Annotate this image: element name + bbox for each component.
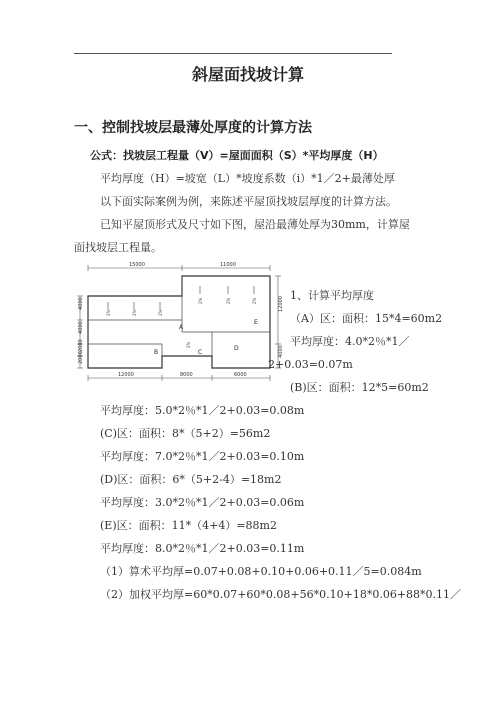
zone-d-area: (D)区：面积：6*（5+2-4）=18m2 bbox=[100, 473, 282, 486]
weighted-average: （2）加权平均厚=60*0.07+60*0.08+56*0.10+18*0.06+88*0.11／ bbox=[100, 588, 462, 601]
zone-label-e: E bbox=[254, 319, 258, 326]
zone-e-area: (E)区：面积：11*（4+4）=88m2 bbox=[100, 519, 277, 532]
dim-left-1: 4000 bbox=[78, 297, 84, 310]
zone-b-area: (B)区：面积：12*5=60m2 bbox=[290, 381, 429, 394]
top-rule bbox=[74, 53, 392, 54]
slope-mark: 2% bbox=[198, 297, 203, 304]
problem-text-2: 面找坡层工程量。 bbox=[74, 241, 162, 254]
zone-label-b: B bbox=[154, 349, 159, 356]
zone-label-d: D bbox=[234, 345, 239, 352]
arithmetic-average: （1）算术平均厚=0.07+0.08+0.10+0.06+0.11／5=0.084m bbox=[100, 565, 422, 578]
page-title: 斜屋面找坡计算 bbox=[191, 65, 304, 84]
zone-label-c: C bbox=[198, 349, 203, 356]
formula-line: 公式：找坡层工程量（V）=屋面面积（S）*平均厚度（H） bbox=[90, 149, 384, 162]
slope-mark: 2% bbox=[106, 309, 111, 316]
zone-a-thickness-2: 2+0.03=0.07m bbox=[268, 358, 353, 371]
slope-mark: 2% bbox=[132, 309, 137, 316]
section-heading: 一、控制找坡层最薄处厚度的计算方法 bbox=[74, 120, 312, 136]
zone-c-area: (C)区：面积：8*（5+2）=56m2 bbox=[100, 427, 271, 440]
roof-plan-figure bbox=[74, 262, 286, 384]
dim-bottom-2: 8000 bbox=[180, 372, 193, 378]
dim-left-2: 4000 bbox=[78, 321, 84, 334]
slope-mark: 2% bbox=[252, 297, 257, 304]
zone-a-thickness-1: 平均厚度：4.0*2％*1／ bbox=[290, 335, 410, 348]
dim-bottom-1: 12000 bbox=[118, 372, 134, 378]
zone-label-a: A bbox=[179, 324, 184, 331]
avg-definition: 平均厚度（H）=坡宽（L）*坡度系数（i）*1／2+最薄处厚 bbox=[100, 172, 395, 185]
slope-mark: 2% bbox=[226, 297, 231, 304]
zone-d-thickness: 平均厚度：3.0*2％*1／2+0.03=0.06m bbox=[100, 496, 305, 509]
dim-bottom-3: 6000 bbox=[234, 372, 247, 378]
intro-text: 以下面实际案例为例，来陈述平屋顶找坡层厚度的计算方法。 bbox=[100, 195, 397, 208]
zone-a-area: （A）区：面积：15*4=60m2 bbox=[290, 312, 443, 325]
dim-right-2: 4000 bbox=[278, 345, 284, 358]
slope-mark: 2% bbox=[158, 309, 163, 316]
problem-text-1: 已知平屋顶形式及尺寸如下图，屋沿最薄处厚为30mm，计算屋 bbox=[100, 218, 410, 231]
step1-heading: 1、计算平均厚度 bbox=[290, 289, 374, 302]
zone-b-thickness: 平均厚度：5.0*2％*1／2+0.03=0.08m bbox=[100, 404, 305, 417]
dim-top-1: 15000 bbox=[129, 262, 145, 268]
zone-e-thickness: 平均厚度：8.0*2％*1／2+0.03=0.11m bbox=[100, 542, 305, 555]
dim-top-2: 11000 bbox=[220, 262, 236, 268]
dim-left-3: 2000 bbox=[78, 339, 84, 352]
zone-c-thickness: 平均厚度：7.0*2％*1／2+0.03=0.10m bbox=[100, 450, 305, 463]
slope-mark: 2% bbox=[186, 341, 191, 348]
dim-left-4: 2000 bbox=[78, 351, 84, 364]
dim-right-1: 12000 bbox=[278, 296, 284, 312]
